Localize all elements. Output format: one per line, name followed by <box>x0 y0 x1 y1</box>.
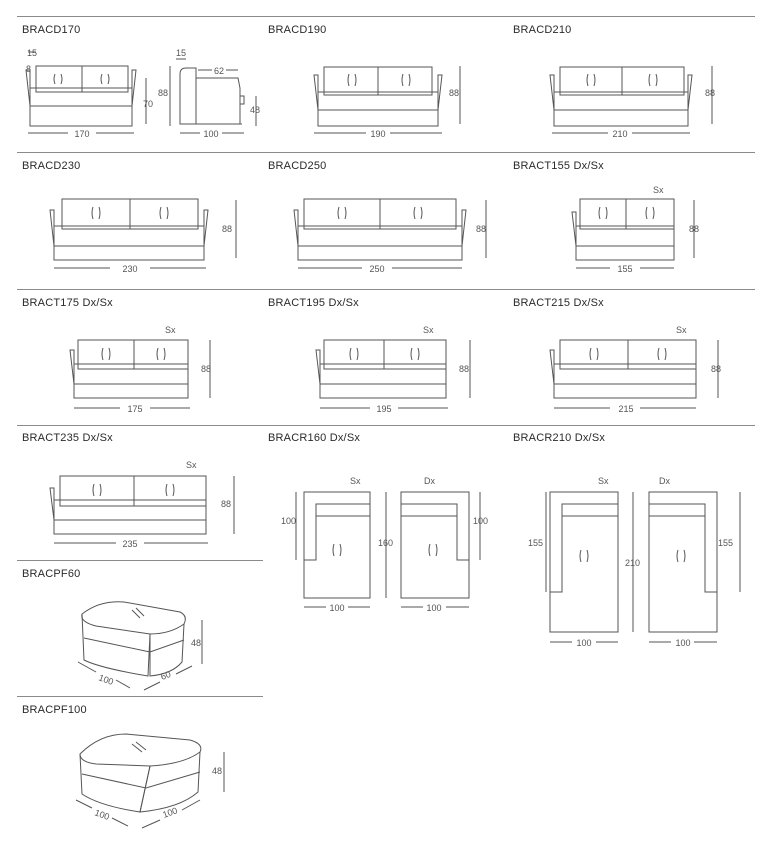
title-bracr210: BRACR210 Dx/Sx <box>513 432 606 444</box>
dim-bracr160-width-sx: 100 <box>329 603 345 613</box>
dim-bracd210-width: 210 <box>612 129 628 139</box>
dim-bracr210-arm-sx: 155 <box>528 538 544 548</box>
dim-bract215-height: 88 <box>711 364 722 374</box>
dim-bracr210-length: 210 <box>625 558 641 568</box>
chaise-bracr160-dx <box>401 492 469 598</box>
dim-bracd190-width: 190 <box>370 129 386 139</box>
label-bracr160-sx: Sx <box>350 476 361 486</box>
dim-bracpf60-w: 100 <box>97 672 115 688</box>
dim-bract195-width: 195 <box>376 404 392 414</box>
sofa-bract195 <box>316 340 446 398</box>
dim-bracd230-height: 88 <box>222 224 233 234</box>
sofa-bracd190 <box>314 67 442 126</box>
dim-bracr160-length: 160 <box>378 538 394 548</box>
dim-bracpf60-h: 48 <box>191 638 202 648</box>
dim-bracd170-side-depth: 100 <box>203 129 219 139</box>
dim-bracd250-width: 250 <box>369 264 385 274</box>
sofa-bracd170-side <box>180 68 244 124</box>
dim-bracd170-seat: 70 <box>143 99 154 109</box>
sofa-bracd210 <box>550 67 692 126</box>
dim-bracd170-side-seat-h: 48 <box>250 105 261 115</box>
sofa-bract235 <box>50 476 206 534</box>
dim-bracd250-height: 88 <box>476 224 487 234</box>
label-bract155-sx: Sx <box>653 185 664 195</box>
label-bract175-sx: Sx <box>165 325 176 335</box>
dim-bracr210-width-sx: 100 <box>576 638 592 648</box>
dim-bract235-width: 235 <box>122 539 138 549</box>
dim-bract155-width: 155 <box>617 264 633 274</box>
dim-bract175-height: 88 <box>201 364 212 374</box>
dim-bracr160-width-dx: 100 <box>426 603 442 613</box>
title-bracr160: BRACR160 Dx/Sx <box>268 432 361 444</box>
dim-bracd190-height: 88 <box>449 88 460 98</box>
sofa-bracd170-front <box>26 66 136 126</box>
dims-bracd250 <box>298 200 486 274</box>
dim-bracd170-height: 88 <box>158 88 169 98</box>
dim-bracr160-arm-sx: 100 <box>281 516 297 526</box>
dim-bracr210-width-dx: 100 <box>675 638 691 648</box>
label-bract235-sx: Sx <box>186 460 197 470</box>
dim-bracd170-cushion: 8 <box>26 64 32 74</box>
dims-bracd230 <box>54 200 236 274</box>
dim-bracpf100-d: 100 <box>161 805 179 820</box>
label-bracr160-dx: Dx <box>424 476 435 486</box>
label-bracr210-dx: Dx <box>659 476 670 486</box>
chaise-bracr210-dx <box>649 492 717 632</box>
title-bracd170: BRACD170 <box>22 24 81 36</box>
label-bracr210-sx: Sx <box>598 476 609 486</box>
sofa-bract155 <box>572 199 674 260</box>
dims-bracpf100 <box>76 752 224 828</box>
dims-bracd210 <box>552 66 715 139</box>
sofa-bracd250 <box>294 199 466 260</box>
dim-bracd170-side-top: 15 <box>176 48 187 58</box>
dim-bracd230-width: 230 <box>122 264 138 274</box>
dims-bract235 <box>54 460 234 549</box>
dim-bract215-width: 215 <box>618 404 634 414</box>
sofa-bracd230 <box>50 199 208 260</box>
dims-bracr210 <box>528 476 740 648</box>
sofa-bract175 <box>70 340 188 398</box>
dim-bracr210-arm-dx: 155 <box>718 538 734 548</box>
title-bract235: BRACT235 Dx/Sx <box>22 432 113 444</box>
chaise-bracr210-sx <box>550 492 618 632</box>
dim-bracd210-height: 88 <box>705 88 716 98</box>
dim-bracd170-side-arm: 62 <box>214 66 225 76</box>
dim-bract195-height: 88 <box>459 364 470 374</box>
sofa-bract215 <box>550 340 696 398</box>
dim-bract155-height: 88 <box>689 224 700 234</box>
title-bracpf100: BRACPF100 <box>22 704 87 716</box>
dim-bract175-width: 175 <box>127 404 143 414</box>
chaise-bracr160-sx <box>304 492 370 598</box>
dim-bracpf60-d: 60 <box>159 669 173 682</box>
title-bracd230: BRACD230 <box>22 160 81 172</box>
title-bract215: BRACT215 Dx/Sx <box>513 297 604 309</box>
dim-bracpf100-h: 48 <box>212 766 223 776</box>
pouf-bracpf100 <box>80 734 201 812</box>
dim-bracpf100-w: 100 <box>93 807 111 823</box>
pouf-bracpf60 <box>82 602 186 676</box>
dim-bracr160-arm-dx: 100 <box>473 516 489 526</box>
dim-bracd170-width: 170 <box>74 129 90 139</box>
title-bracd190: BRACD190 <box>268 24 327 36</box>
title-bract155: BRACT155 Dx/Sx <box>513 160 604 172</box>
label-bract215-sx: Sx <box>676 325 687 335</box>
title-bract175: BRACT175 Dx/Sx <box>22 297 113 309</box>
title-bracd210: BRACD210 <box>513 24 572 36</box>
title-bract195: BRACT195 Dx/Sx <box>268 297 359 309</box>
title-bracpf60: BRACPF60 <box>22 568 81 580</box>
dims-bracd170-side <box>176 48 260 139</box>
label-bract195-sx: Sx <box>423 325 434 335</box>
title-bracd250: BRACD250 <box>268 160 327 172</box>
dim-bracd170-top: 15 <box>27 48 38 58</box>
dim-bract235-height: 88 <box>221 499 232 509</box>
dims-bracd170 <box>26 48 170 139</box>
